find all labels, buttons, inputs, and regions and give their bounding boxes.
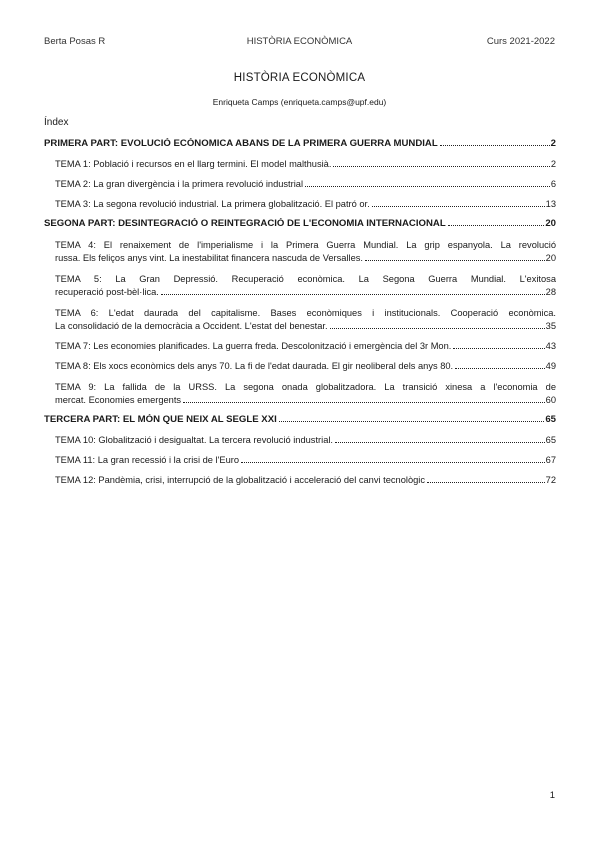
toc-page-number: 20 — [545, 253, 556, 263]
toc-entry-title-line1: TEMA 6: L'edat daurada del capitalisme. Bases econòmiques i institucionals. Cooperació econòmica. — [55, 308, 556, 318]
toc-part-2[interactable] — [44, 218, 556, 230]
toc-entry-title-line1: TEMA 9: La fallida de la URSS. La segona onada globalitzadora. La transició xinesa a l'economia de — [55, 382, 556, 392]
dot-leader — [335, 442, 545, 443]
header-course: Curs 2021-2022 — [486, 36, 555, 47]
header-subject: HISTÒRIA ECONÒMICA — [246, 36, 353, 47]
toc-page-number: 65 — [545, 435, 556, 445]
toc-entry-title-line2: mercat. Economies emergents — [55, 395, 182, 405]
toc-entry-title: TEMA 2: La gran divergència i la primera revolució industrial — [55, 179, 304, 189]
table-of-contents — [44, 138, 556, 494]
toc-page-number: 28 — [545, 287, 556, 297]
toc-entry-tema-7[interactable] — [55, 340, 556, 352]
dot-leader — [440, 145, 550, 146]
dot-leader — [455, 368, 545, 369]
toc-entry-title: TEMA 7: Les economies planificades. La guerra freda. Descolonització i emergència del 3r Mon. — [55, 341, 452, 351]
toc-page-number: 72 — [545, 475, 556, 485]
toc-entry-tema-6[interactable] — [55, 306, 556, 332]
toc-entry-title: TEMA 11: La gran recessió i la crisi de l'Euro — [55, 455, 240, 465]
toc-part-1[interactable] — [44, 138, 556, 150]
toc-entry-tema-4[interactable] — [55, 238, 556, 264]
dot-leader — [305, 186, 550, 187]
document-title: HISTÒRIA ECONÒMICA — [233, 72, 366, 84]
toc-entry-title: TEMA 3: La segona revolució industrial. La primera globalització. El patró or. — [55, 199, 370, 209]
dot-leader — [427, 482, 545, 483]
toc-page-number: 60 — [545, 395, 556, 405]
toc-page-number: 35 — [545, 321, 556, 331]
toc-part-title: SEGONA PART: DESINTEGRACIÓ O REINTEGRACIÓ DE L'ECONOMIA INTERNACIONAL — [44, 218, 446, 229]
page-header — [44, 36, 555, 50]
toc-entry-tema-11[interactable] — [55, 454, 556, 466]
toc-entry-title: TEMA 1: Població i recursos en el llarg termini. El model malthusià. — [55, 159, 332, 169]
dot-leader — [161, 294, 545, 295]
toc-entry-tema-3[interactable] — [55, 198, 556, 210]
toc-page-number: 43 — [545, 341, 556, 351]
instructor-line: Enriqueta Camps (enriqueta.camps@upf.edu) — [212, 97, 387, 107]
toc-entry-tema-8[interactable] — [55, 360, 556, 372]
toc-page-number: 2 — [550, 159, 556, 169]
dot-leader — [365, 260, 545, 261]
dot-leader — [241, 462, 545, 463]
dot-leader — [453, 348, 544, 349]
toc-entry-tema-1[interactable] — [55, 158, 556, 170]
toc-entry-tema-2[interactable] — [55, 178, 556, 190]
toc-entry-title-line2: russa. Els feliços anys vint. La inestabilitat financera nascuda de Versalles. — [55, 253, 363, 263]
toc-page-number: 67 — [545, 455, 556, 465]
toc-page-number: 2 — [550, 138, 556, 149]
dot-leader — [372, 206, 545, 207]
dot-leader — [448, 225, 545, 226]
toc-entry-title-line1: TEMA 4: El renaixement de l'imperialisme i la Primera Guerra Mundial. La grip espanyola. La revolució — [55, 240, 556, 250]
header-author: Berta Posas R — [44, 36, 106, 47]
toc-page-number: 6 — [550, 179, 556, 189]
toc-entry-tema-5[interactable] — [55, 272, 556, 298]
toc-entry-title-line2: recuperació post-bèl·lica. — [55, 287, 159, 297]
toc-entry-tema-12[interactable] — [55, 474, 556, 486]
dot-leader — [279, 421, 545, 422]
toc-part-title: TERCERA PART: EL MÓN QUE NEIX AL SEGLE XXI — [44, 414, 277, 425]
toc-part-title: PRIMERA PART: EVOLUCIÓ ECÒNOMICA ABANS DE LA PRIMERA GUERRA MUNDIAL — [44, 138, 438, 149]
dot-leader — [333, 166, 549, 167]
toc-part-3[interactable] — [44, 414, 556, 426]
dot-leader — [183, 402, 545, 403]
toc-entry-title-line1: TEMA 5: La Gran Depressió. Recuperació econòmica. La Segona Guerra Mundial. L'exitosa — [55, 274, 556, 284]
toc-entry-tema-9[interactable] — [55, 380, 556, 406]
index-label: Índex — [44, 117, 69, 128]
toc-page-number: 49 — [545, 361, 556, 371]
toc-entry-title: TEMA 12: Pandèmia, crisi, interrupció de la globalització i acceleració del canvi tecnològic — [55, 475, 425, 485]
toc-page-number: 20 — [545, 218, 556, 229]
toc-entry-title-line2: La consolidació de la democràcia a Occident. L'estat del benestar. — [55, 321, 328, 331]
toc-entry-tema-10[interactable] — [55, 434, 556, 446]
toc-entry-title: TEMA 10: Globalització i desigualtat. La tercera revolució industrial. — [55, 435, 334, 445]
page-number: 1 — [549, 790, 555, 801]
toc-entry-title: TEMA 8: Els xocs econòmics dels anys 70. La fi de l'edat daurada. El gir neoliberal dels anys 80. — [55, 361, 454, 371]
toc-page-number: 65 — [545, 414, 556, 425]
toc-page-number: 13 — [545, 199, 556, 209]
dot-leader — [330, 328, 545, 329]
